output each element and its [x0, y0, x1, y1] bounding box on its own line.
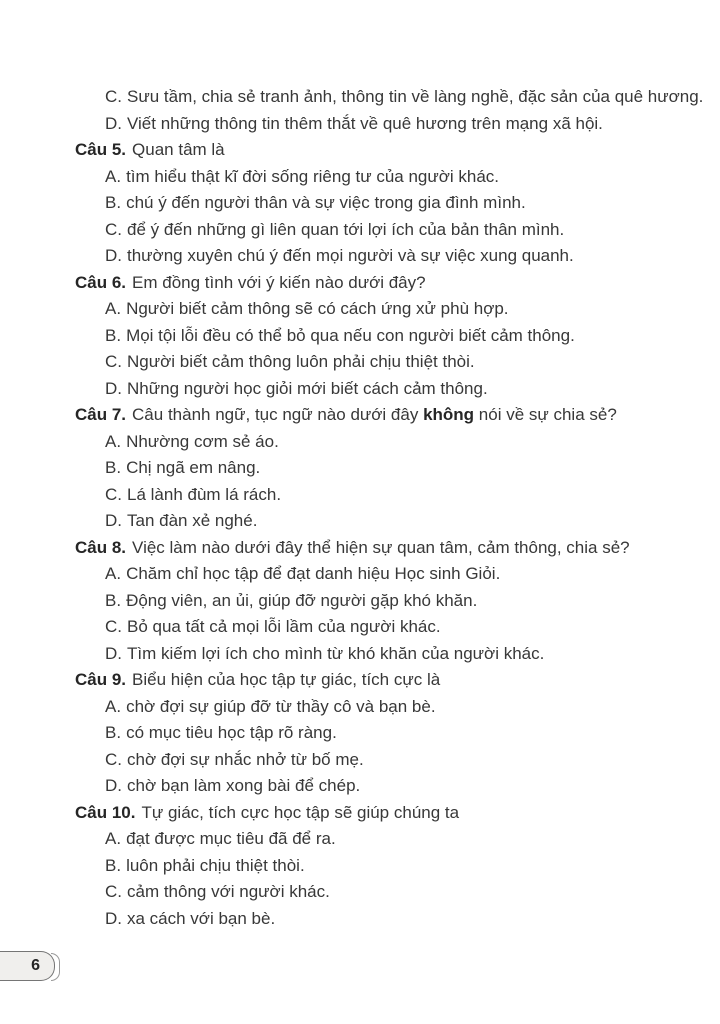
- question-label: Câu 9.: [75, 670, 127, 689]
- option-label: C.: [105, 219, 122, 239]
- question-text: Tự giác, tích cực học tập sẽ giúp chúng ta: [141, 802, 460, 822]
- option-label: D.: [105, 511, 122, 530]
- option-label: D.: [105, 378, 122, 398]
- option-line: [0, 482, 720, 509]
- option-line: [0, 853, 720, 880]
- option-label: B.: [105, 325, 122, 345]
- question-line: [0, 270, 720, 297]
- option-line: [0, 190, 720, 217]
- option-line: [0, 720, 720, 747]
- page-number-tab: [0, 951, 55, 981]
- question-text: Câu thành ngữ, tục ngữ nào dưới đây: [132, 405, 424, 424]
- option-text: chờ bạn làm xong bài để chép.: [127, 776, 361, 795]
- option-label: A.: [105, 299, 122, 318]
- question-label: Câu 6.: [75, 272, 127, 292]
- option-label: D.: [105, 908, 122, 928]
- option-label: C.: [105, 882, 122, 901]
- option-text: tìm hiểu thật kĩ đời sống riêng tư của người khác.: [126, 166, 500, 186]
- option-text: Sưu tầm, chia sẻ tranh ảnh, thông tin về làng nghề, đặc sản của quê hương.: [127, 87, 704, 106]
- question-line: [0, 667, 720, 694]
- option-label: D.: [105, 246, 122, 265]
- option-label: B.: [105, 590, 122, 610]
- question-label: Câu 7.: [75, 405, 127, 424]
- question-text: Việc làm nào dưới đây thể hiện sự quan tâm, cảm thông, chia sẻ?: [132, 537, 630, 557]
- question-text: Quan tâm là: [132, 140, 225, 159]
- option-text: Lá lành đùm lá rách.: [127, 484, 282, 504]
- option-label: C.: [105, 617, 122, 636]
- option-label: C.: [105, 484, 122, 504]
- option-text: thường xuyên chú ý đến mọi người và sự việc xung quanh.: [127, 246, 574, 265]
- option-label: A.: [105, 564, 122, 583]
- question-line: [0, 137, 720, 164]
- option-line: [0, 588, 720, 615]
- option-text: xa cách với bạn bè.: [127, 908, 276, 928]
- option-label: A.: [105, 166, 122, 186]
- option-text: Những người học giỏi mới biết cách cảm thông.: [127, 378, 488, 398]
- question-line: [0, 800, 720, 827]
- option-label: A.: [105, 829, 122, 848]
- option-line: [0, 641, 720, 668]
- option-line: [0, 296, 720, 323]
- option-text: cảm thông với người khác.: [127, 882, 330, 901]
- option-line: [0, 429, 720, 456]
- option-label: B.: [105, 855, 122, 875]
- option-line: [0, 84, 720, 111]
- option-text: Người biết cảm thông luôn phải chịu thiệt thòi.: [127, 352, 475, 371]
- option-line: [0, 455, 720, 482]
- question-label: Câu 8.: [75, 537, 127, 557]
- option-label: B.: [105, 458, 122, 477]
- option-label: A.: [105, 431, 122, 451]
- option-text: Mọi tội lỗi đều có thể bỏ qua nếu con người biết cảm thông.: [126, 325, 575, 345]
- option-text: chờ đợi sự giúp đỡ từ thầy cô và bạn bè.: [126, 696, 436, 716]
- option-line: [0, 164, 720, 191]
- option-label: A.: [105, 696, 122, 716]
- option-line: [0, 349, 720, 376]
- option-line: [0, 694, 720, 721]
- option-line: [0, 111, 720, 138]
- option-text: luôn phải chịu thiệt thòi.: [126, 855, 305, 875]
- option-label: D.: [105, 776, 122, 795]
- option-label: C.: [105, 749, 122, 769]
- question-text: Biểu hiện của học tập tự giác, tích cực là: [132, 670, 441, 689]
- option-label: B.: [105, 723, 122, 742]
- question-line: [0, 402, 720, 429]
- question-list: [0, 84, 720, 932]
- option-text: Động viên, an ủi, giúp đỡ người gặp khó khăn.: [126, 590, 478, 610]
- question-text: không: [423, 405, 475, 424]
- option-label: B.: [105, 193, 122, 212]
- option-line: [0, 906, 720, 933]
- option-line: [0, 376, 720, 403]
- option-text: Tìm kiếm lợi ích cho mình từ khó khăn của người khác.: [127, 643, 545, 663]
- option-line: [0, 561, 720, 588]
- option-text: Tan đàn xẻ nghé.: [127, 511, 258, 530]
- question-text: Em đồng tình với ý kiến nào dưới đây?: [132, 272, 426, 292]
- option-label: D.: [105, 643, 122, 663]
- option-line: [0, 217, 720, 244]
- option-text: Chăm chỉ học tập để đạt danh hiệu Học sinh Giỏi.: [126, 564, 501, 583]
- option-text: Bỏ qua tất cả mọi lỗi lầm của người khác.: [127, 617, 441, 636]
- option-line: [0, 879, 720, 906]
- option-line: [0, 773, 720, 800]
- option-line: [0, 243, 720, 270]
- question-line: [0, 535, 720, 562]
- page-number: 6: [31, 957, 40, 974]
- question-label: Câu 10.: [75, 802, 136, 822]
- option-label: C.: [105, 87, 122, 106]
- question-label: Câu 5.: [75, 140, 127, 159]
- option-text: chờ đợi sự nhắc nhở từ bố mẹ.: [127, 749, 364, 769]
- option-line: [0, 508, 720, 535]
- option-line: [0, 323, 720, 350]
- option-text: Viết những thông tin thêm thắt về quê hương trên mạng xã hội.: [127, 113, 603, 133]
- option-text: Chị ngã em nâng.: [126, 458, 261, 477]
- option-text: có mục tiêu học tập rõ ràng.: [126, 723, 337, 742]
- option-text: Người biết cảm thông sẽ có cách ứng xử phù hợp.: [126, 299, 509, 318]
- option-text: đạt được mục tiêu đã để ra.: [126, 829, 336, 848]
- option-line: [0, 747, 720, 774]
- option-text: để ý đến những gì liên quan tới lợi ích của bản thân mình.: [127, 219, 565, 239]
- option-label: D.: [105, 113, 122, 133]
- question-text: nói về sự chia sẻ?: [474, 405, 617, 424]
- option-line: [0, 826, 720, 853]
- option-label: C.: [105, 352, 122, 371]
- option-text: chú ý đến người thân và sự việc trong gia đình mình.: [126, 193, 526, 212]
- option-line: [0, 614, 720, 641]
- option-text: Nhường cơm sẻ áo.: [126, 431, 279, 451]
